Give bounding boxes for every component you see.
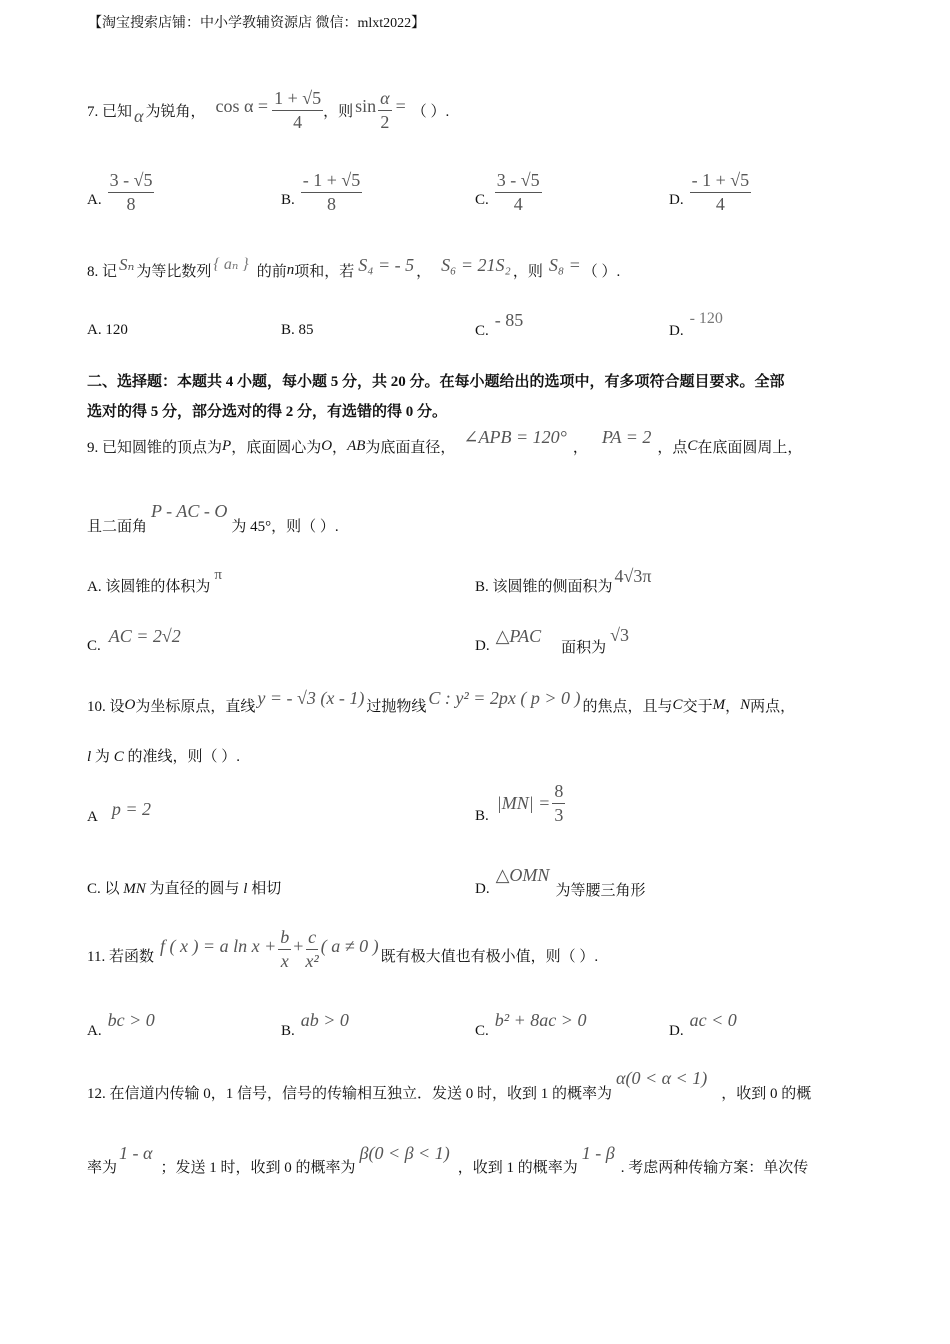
q8-option-d-value: - 120 — [689, 310, 723, 327]
q10-line-equation: y = - √3 (x - 1) — [257, 687, 365, 708]
q8-sequence: { aₙ } — [213, 256, 249, 273]
q9-angle-apb: ∠APB = 120° — [463, 426, 567, 447]
q9-text-c: ， — [332, 439, 348, 456]
q9-option-c — [87, 626, 181, 656]
q11-text-b: 既有极大值也有极小值，则（ ）. — [380, 948, 599, 965]
q9-option-d-math: △PAC — [495, 625, 542, 646]
page-header: 【淘宝搜索店铺：中小学教辅资源店 微信：mlxt2022】 — [88, 16, 426, 31]
q7-text-b: 为锐角， — [145, 103, 206, 120]
q9-option-a-math: π — [214, 566, 222, 583]
q11-b-numerator: b — [278, 926, 291, 950]
q7-option-a-den: 8 — [126, 194, 136, 214]
q8-option-d — [669, 310, 723, 340]
q7-cos-numerator: 1 + √5 — [272, 87, 323, 111]
q7-option-d-fraction — [690, 169, 752, 215]
q11-option-b-math: ab > 0 — [300, 1009, 349, 1030]
section-2-instructions-line-1: 二、选择题：本题共 4 小题，每小题 5 分，共 20 分。在每小题给出的选项中，有多项符合题目要求。全部 — [87, 374, 785, 390]
q10-option-c-text-a: C. 以 — [87, 881, 120, 897]
q10-option-d-text2: 为等腰三角形 — [555, 882, 646, 899]
question-9-line-1 — [87, 426, 802, 466]
q7-option-d-den: 4 — [715, 194, 725, 214]
q7-option-d — [669, 162, 751, 222]
q7-option-c-num: 3 - √5 — [495, 169, 542, 193]
q9-text-d: 为底面直径， — [365, 439, 456, 456]
q8-text-c: 的前 — [256, 263, 287, 280]
q10-m: M — [712, 696, 726, 713]
q12-text-b: ，收到 0 的概 — [721, 1085, 812, 1102]
q10-option-c-mn: MN — [123, 881, 146, 897]
q7-equals: = — [395, 95, 406, 116]
q7-option-c-fraction — [495, 169, 542, 215]
q7-option-a-label: A. — [87, 191, 102, 208]
question-10-line-1 — [87, 682, 795, 722]
q9-option-d-math2: √3 — [610, 624, 630, 645]
q7-half-alpha — [378, 87, 391, 133]
q12-text-a: 12. 在信道内传输 0，1 信号，信号的传输相互独立．发送 0 时，收到 1 的概率为 — [87, 1085, 613, 1102]
q11-c-over-x2 — [305, 926, 318, 972]
q9-text-line2-a: 且二面角 — [87, 518, 148, 535]
q10-text-b: 为坐标原点，直线 — [135, 698, 256, 715]
q12-text-line2-d: . 考虑两种传输方案：单次传 — [620, 1159, 809, 1176]
q7-sin-lhs: sin — [355, 95, 377, 116]
q10-option-b-fraction — [552, 780, 565, 826]
q10-text-e: 交于 — [682, 698, 713, 715]
q9-option-d-text: D. — [475, 637, 490, 654]
q8-comma: ， — [416, 263, 432, 280]
q12-text-line2-c: ，收到 1 的概率为 — [457, 1159, 578, 1176]
q8-condition-2: S₆ = 21S₂ — [441, 254, 511, 275]
q9-option-b — [475, 565, 652, 598]
q9-option-a — [87, 568, 222, 598]
q11-option-d-label: D. — [669, 1022, 684, 1039]
q9-option-d — [475, 626, 629, 656]
q10-option-c-l: l — [243, 881, 248, 897]
q9-text-f: ，点 — [657, 439, 688, 456]
q11-b-denominator: x — [280, 951, 289, 971]
q12-text-line2-a: 率为 — [87, 1159, 118, 1176]
q12-text-line2-b: ；发送 1 时，收到 0 的概率为 — [160, 1159, 356, 1176]
q7-option-b-fraction — [301, 169, 363, 215]
q12-one-minus-alpha: 1 - α — [119, 1142, 153, 1163]
q10-c-2: C — [113, 749, 124, 765]
q8-text-b: 为等比数列 — [136, 263, 212, 280]
q10-option-b-num: 8 — [552, 780, 565, 804]
q9-pa: PA = 2 — [601, 426, 652, 447]
q9-text-a: 9. 已知圆锥的顶点为 — [87, 439, 223, 456]
q10-text-f: ， — [725, 698, 741, 715]
q10-text-g: 两点， — [750, 698, 796, 715]
q8-option-b: B. 85 — [281, 322, 314, 338]
question-9-line-2 — [87, 498, 339, 538]
q11-c-numerator: c — [306, 926, 318, 950]
question-11-stem — [87, 924, 598, 974]
q7-alpha: α — [134, 105, 144, 126]
q8-option-d-label: D. — [669, 323, 684, 339]
q9-option-b-text: B. 该圆锥的侧面积为 — [475, 578, 613, 595]
q9-option-c-text: C. — [87, 637, 101, 654]
q10-option-a-text: A — [87, 808, 98, 825]
q9-ab: AB — [347, 437, 366, 454]
q7-text-a: 7. 已知 — [87, 103, 133, 120]
q10-parabola-equation: C : y² = 2px ( p > 0 ) — [428, 687, 581, 708]
q9-option-c-math: AC = 2√2 — [108, 625, 181, 646]
q7-option-c — [475, 162, 542, 222]
question-7-stem — [87, 80, 449, 140]
q11-b-over-x — [278, 926, 291, 972]
q7-option-c-label: C. — [475, 191, 489, 208]
q10-n: N — [740, 696, 751, 713]
q11-option-c — [475, 1008, 586, 1042]
q7-text-d: （ ）. — [411, 103, 450, 120]
question-10-line-2 — [87, 745, 240, 766]
q7-half-denominator: 2 — [380, 112, 390, 132]
q9-option-b-math: 4√3π — [614, 565, 652, 586]
q10-l: l — [87, 749, 92, 765]
q11-option-b-label: B. — [281, 1022, 295, 1039]
q7-text-c: ，则 — [323, 103, 354, 120]
q7-cos-denominator: 4 — [293, 112, 303, 132]
q8-option-c — [475, 310, 523, 340]
q10-text-d: 的焦点，且与 — [582, 698, 673, 715]
q10-option-b-math: |MN| = — [496, 792, 551, 813]
q10-text-a: 10. 设 — [87, 698, 125, 715]
q10-option-d-text: D. — [475, 880, 490, 897]
q11-option-c-label: C. — [475, 1022, 489, 1039]
q11-option-a — [87, 1008, 155, 1042]
q9-option-a-text: A. 该圆锥的体积为 — [87, 578, 211, 595]
q11-c-denominator: x² — [305, 951, 319, 971]
q10-option-c — [87, 877, 281, 898]
q9-o: O — [321, 437, 333, 454]
q10-text-line2-a: 为 — [94, 749, 110, 765]
q10-o: O — [124, 696, 136, 713]
q9-p: P — [222, 437, 232, 454]
q9-text-g: 在底面圆周上， — [697, 439, 803, 456]
q11-condition: ( a ≠ 0 ) — [320, 935, 379, 956]
q11-function: f ( x ) = a ln x + — [159, 935, 277, 956]
q11-text-a: 11. 若函数 — [87, 948, 154, 965]
q10-option-a-math: p = 2 — [111, 798, 151, 819]
q12-beta-range: β(0 < β < 1) — [359, 1142, 450, 1163]
q8-text-f: （ ）. — [582, 263, 621, 280]
q8-option-c-value: - 85 — [494, 310, 524, 330]
q11-option-a-label: A. — [87, 1022, 102, 1039]
question-8-stem — [87, 250, 620, 290]
question-12-line-2 — [87, 1140, 808, 1180]
q9-text-e: ， — [572, 439, 588, 456]
q7-option-a-fraction — [108, 169, 155, 215]
q8-text-e: ，则 — [512, 263, 543, 280]
q11-option-c-math: b² + 8ac > 0 — [494, 1009, 587, 1030]
q10-option-b — [475, 778, 565, 828]
q8-option-a: A. 120 — [87, 322, 128, 338]
q7-option-d-num: - 1 + √5 — [690, 169, 752, 193]
q10-option-c-text-b: 为直径的圆与 — [149, 881, 240, 897]
q11-option-d-math: ac < 0 — [689, 1009, 737, 1030]
q12-one-minus-beta: 1 - β — [581, 1142, 615, 1163]
q8-n: n — [286, 261, 295, 278]
q10-option-a — [87, 796, 151, 830]
q10-option-d — [475, 860, 645, 900]
q11-plus: + — [293, 935, 304, 956]
q8-text-a: 8. 记 — [87, 263, 118, 280]
q10-text-line2-b: 的准线，则（ ）. — [127, 749, 240, 765]
q9-text-line2-b: 为 45°，则（ ）. — [231, 518, 339, 535]
q9-c: C — [687, 437, 698, 454]
q10-option-d-math: △OMN — [495, 864, 550, 885]
q7-option-b-label: B. — [281, 191, 295, 208]
q9-option-d-text2: 面积为 — [561, 639, 607, 656]
section-2-instructions-line-2: 选对的得 5 分，部分选对的得 2 分，有选错的得 0 分。 — [87, 404, 448, 420]
q10-c: C — [672, 696, 683, 713]
q10-option-c-text-c: 相切 — [251, 881, 282, 897]
q10-option-b-text: B. — [475, 807, 489, 824]
q7-half-numerator: α — [378, 87, 391, 111]
q9-text-b: ，底面圆心为 — [231, 439, 322, 456]
q12-alpha-range: α(0 < α < 1) — [616, 1067, 708, 1088]
q10-option-b-den: 3 — [554, 805, 564, 825]
q8-s8: S₈ = — [548, 254, 581, 275]
q8-option-c-label: C. — [475, 323, 489, 339]
q7-cos-fraction — [272, 87, 323, 133]
q9-dihedral: P - AC - O — [151, 500, 228, 521]
q11-option-b — [281, 1008, 349, 1042]
q8-condition-1: S₄ = - 5 — [358, 254, 415, 275]
q7-option-b-den: 8 — [327, 194, 337, 214]
question-12-line-1 — [87, 1064, 811, 1104]
q7-option-a-num: 3 - √5 — [108, 169, 155, 193]
q8-text-d: 项和，若 — [294, 263, 355, 280]
q8-sn: Sₙ — [119, 255, 135, 274]
q7-option-b-num: - 1 + √5 — [301, 169, 363, 193]
q7-option-d-label: D. — [669, 191, 684, 208]
q7-option-a — [87, 162, 154, 222]
q7-cos-lhs: cos α = — [215, 95, 269, 116]
q7-option-b — [281, 162, 362, 222]
q7-option-c-den: 4 — [513, 194, 523, 214]
q11-option-a-math: bc > 0 — [107, 1009, 155, 1030]
q10-text-c: 过抛物线 — [366, 698, 427, 715]
q11-option-d — [669, 1008, 737, 1042]
